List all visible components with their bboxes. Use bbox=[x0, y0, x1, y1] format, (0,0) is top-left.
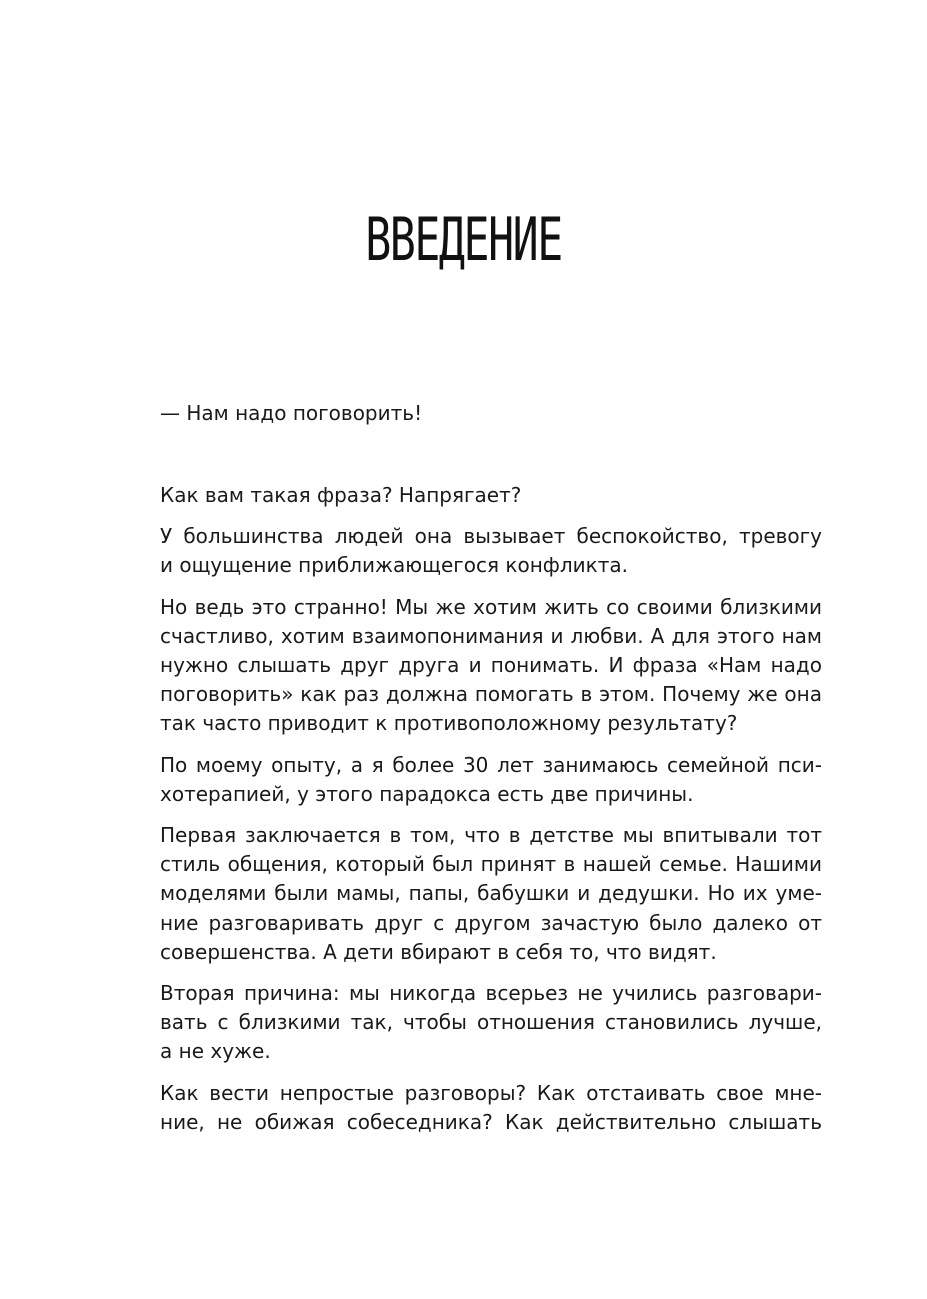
paragraph-line: ние, не обижая собеседника? Как действительно слышать bbox=[160, 1109, 822, 1134]
paragraph-line: и ощущение приближающегося конфликта. bbox=[160, 553, 629, 578]
paragraph-line: нужно слышать друг друга и понимать. И фраза «Нам надо bbox=[160, 653, 822, 678]
paragraph-line: стиль общения, который был принят в нашей семье. Нашими bbox=[160, 852, 822, 877]
paragraph-7 bbox=[160, 1079, 822, 1137]
paragraph-line: Как вам такая фраза? Напрягает? bbox=[160, 483, 522, 507]
paragraph-line: хотерапией, у этого парадокса есть две причины. bbox=[160, 781, 694, 806]
chapter-title: ВВЕДЕНИЕ bbox=[365, 205, 562, 275]
paragraph-6 bbox=[160, 979, 822, 1067]
paragraph-line: а не хуже. bbox=[160, 1039, 271, 1064]
paragraph-line: моделями были мамы, папы, бабушки и дедушки. Но их уме- bbox=[160, 881, 822, 906]
paragraph-1 bbox=[160, 481, 822, 510]
paragraph-line: Но ведь это странно! Мы же хотим жить со своими близкими bbox=[160, 594, 822, 619]
paragraph-line: счастливо, хотим взаимопонимания и любви. А для этого нам bbox=[160, 623, 822, 648]
paragraph-line: У большинства людей она вызывает беспокойство, тревогу bbox=[160, 524, 822, 549]
paragraph-line: ние разговаривать друг с другом зачастую было далеко от bbox=[160, 910, 822, 935]
opening-dialogue-line: — Нам надо поговорить! bbox=[160, 401, 423, 425]
paragraph-line: поговорить» как раз должна помогать в этом. Почему же она bbox=[160, 682, 822, 707]
paragraph-line: Вторая причина: мы никогда всерьез не учились разговари- bbox=[160, 981, 822, 1006]
paragraph-line: совершенства. А дети вбирают в себя то, что видят. bbox=[160, 939, 717, 964]
paragraph-4 bbox=[160, 751, 822, 809]
paragraph-line: вать с близкими так, чтобы отношения становились лучше, bbox=[160, 1010, 822, 1035]
paragraph-line: так часто приводит к противоположному результату? bbox=[160, 711, 738, 736]
paragraph-5 bbox=[160, 821, 822, 967]
paragraph-2 bbox=[160, 522, 822, 580]
body-text bbox=[160, 481, 822, 1149]
paragraph-line: Как вести непростые разговоры? Как отстаивать свое мне- bbox=[160, 1080, 822, 1105]
paragraph-line: Первая заключается в том, что в детстве мы впитывали тот bbox=[160, 823, 822, 848]
paragraph-3 bbox=[160, 593, 822, 739]
paragraph-line: По моему опыту, а я более 30 лет занимаюсь семейной пси- bbox=[160, 752, 822, 777]
